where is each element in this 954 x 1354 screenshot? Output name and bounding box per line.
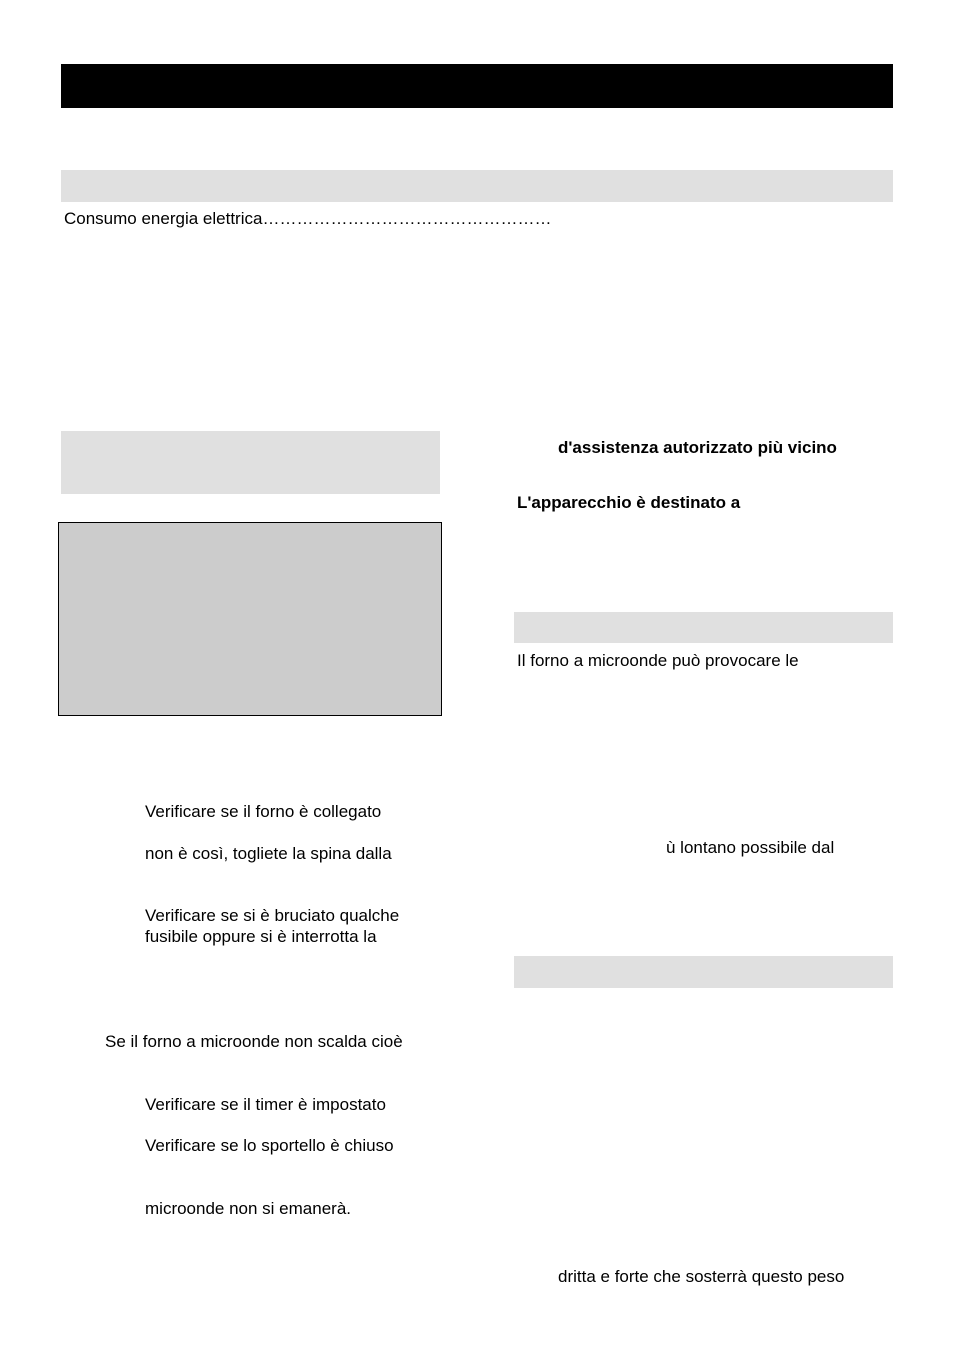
distance-line: ù lontano possibile dal bbox=[666, 838, 835, 857]
check-door-line: Verificare se lo sportello è chiuso bbox=[145, 1136, 394, 1155]
section-band-specs bbox=[61, 170, 893, 202]
surface-line: dritta e forte che sosterrà questo peso bbox=[558, 1267, 845, 1286]
interference-line: Il forno a microonde può provocare le bbox=[517, 651, 799, 670]
section-band-left bbox=[61, 431, 440, 494]
section-band-installation bbox=[514, 956, 893, 988]
section-band-interference bbox=[514, 612, 893, 643]
notice-box bbox=[58, 522, 442, 716]
unplug-line: non è così, togliete la spina dalla bbox=[145, 844, 392, 863]
check-fuse-line-2: fusibile oppure si è interrotta la bbox=[145, 927, 377, 946]
check-plugged-line: Verificare se il forno è collegato bbox=[145, 802, 382, 821]
intended-use-line: L'apparecchio è destinato a bbox=[517, 493, 741, 512]
service-center-line: d'assistenza autorizzato più vicino bbox=[558, 438, 837, 457]
no-microwave-line: microonde non si emanerà. bbox=[145, 1199, 352, 1218]
check-fuse-line-1: Verificare se si è bruciato qualche bbox=[145, 906, 400, 925]
no-heat-line: Se il forno a microonde non scalda cioè bbox=[105, 1032, 403, 1051]
energy-consumption-line: Consumo energia elettrica…………………………………………… bbox=[64, 209, 552, 228]
check-timer-line: Verificare se il timer è impostato bbox=[145, 1095, 386, 1114]
header-bar bbox=[61, 64, 893, 108]
